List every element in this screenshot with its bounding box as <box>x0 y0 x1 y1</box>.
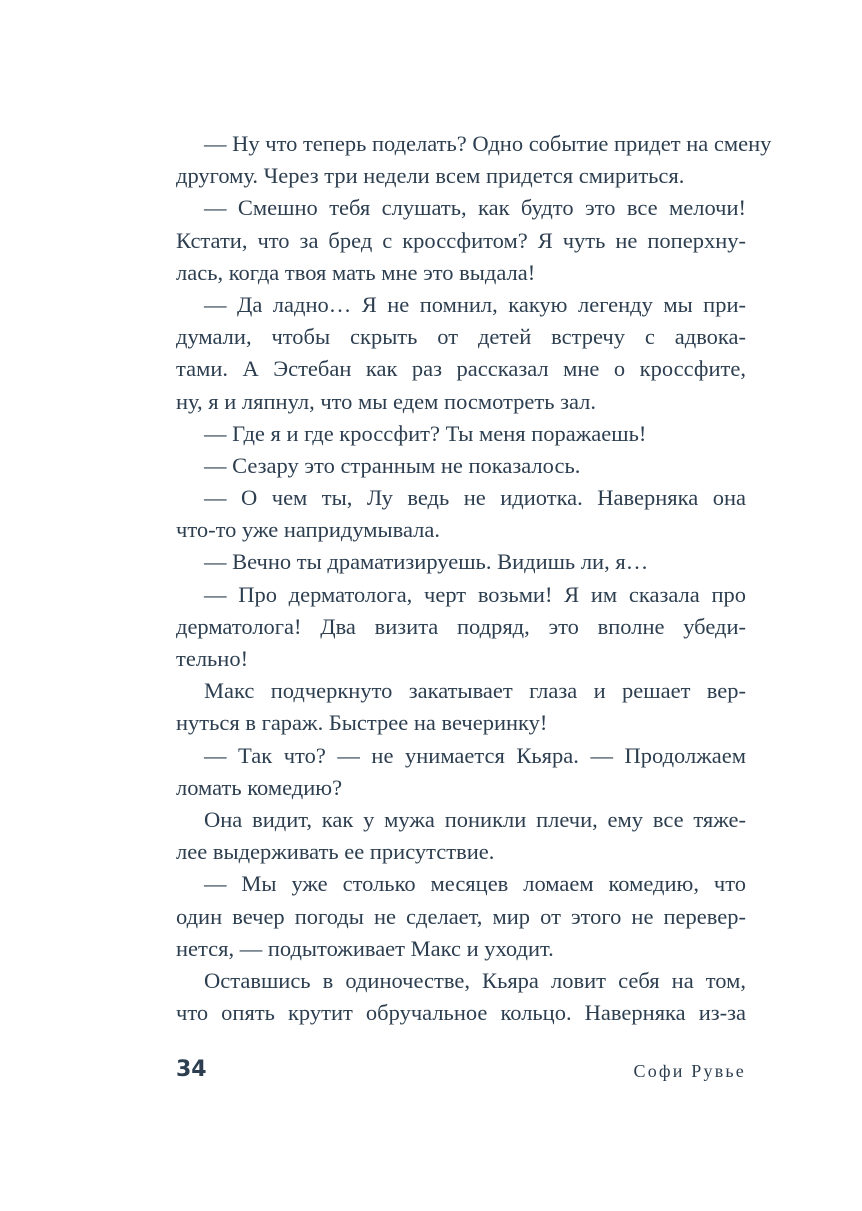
text-line: что опять крутит обручальное кольцо. Наверняка из-за <box>176 1000 746 1026</box>
text-line: другому. Через три недели всем придется смириться. <box>176 163 685 189</box>
text-line: — Да ладно… Я не помнил, какую легенду мы при- <box>204 291 746 317</box>
text-line: — Мы уже столько месяцев ломаем комедию, что <box>204 871 746 897</box>
text-line: что-то уже напридумывала. <box>176 517 440 543</box>
text-line: Она видит, как у мужа поникли плечи, ему все тяже- <box>204 806 746 832</box>
text-line: тами. А Эстебан как раз рассказал мне о кроссфите, <box>176 356 746 382</box>
author-name: Софи Рувье <box>633 1061 746 1081</box>
text-line: Макс подчеркнуто закатывает глаза и решает вер- <box>204 678 746 704</box>
text-line: дерматолога! Два визита подряд, это вполне убеди- <box>176 613 746 639</box>
text-line: один вечер погоды не сделает, мир от этого не перевер- <box>176 903 746 929</box>
body-text <box>176 128 772 1029</box>
text-line: лее выдерживать ее присутствие. <box>176 839 495 865</box>
text-line: — Про дерматолога, черт возьми! Я им сказала про <box>204 581 746 607</box>
text-line: — Смешно тебя слушать, как будто это все мелочи! <box>204 195 746 221</box>
text-line: — Так что? — не унимается Кьяра. — Продолжаем <box>204 742 746 768</box>
text-line: — Где я и где кроссфит? Ты меня поражаешь! <box>204 420 647 446</box>
text-line: ломать комедию? <box>176 774 343 800</box>
text-line: лась, когда твоя мать мне это выдала! <box>176 259 536 285</box>
text-line: ну, я и ляпнул, что мы едем посмотреть зал. <box>176 388 597 414</box>
text-line: думали, чтобы скрыть от детей встречу с адвока- <box>176 324 746 350</box>
text-line: — Ну что теперь поделать? Одно событие придет на смену <box>204 131 772 156</box>
text-line: — Сезару это странным не показалось. <box>204 452 581 478</box>
text-line: — О чем ты, Лу ведь не идиотка. Наверняка она <box>204 485 746 511</box>
text-line: тельно! <box>176 646 249 671</box>
text-line: нется, — подытоживает Макс и уходит. <box>176 935 554 961</box>
text-line: — Вечно ты драматизируешь. Видишь ли, я… <box>204 549 649 575</box>
text-line: Кстати, что за бред с кроссфитом? Я чуть не поперхну- <box>176 227 746 253</box>
text-line: нуться в гараж. Быстрее на вечеринку! <box>176 710 548 736</box>
text-line: Оставшись в одиночестве, Кьяра ловит себя на том, <box>204 967 746 993</box>
page-number: 34 <box>176 1057 207 1082</box>
